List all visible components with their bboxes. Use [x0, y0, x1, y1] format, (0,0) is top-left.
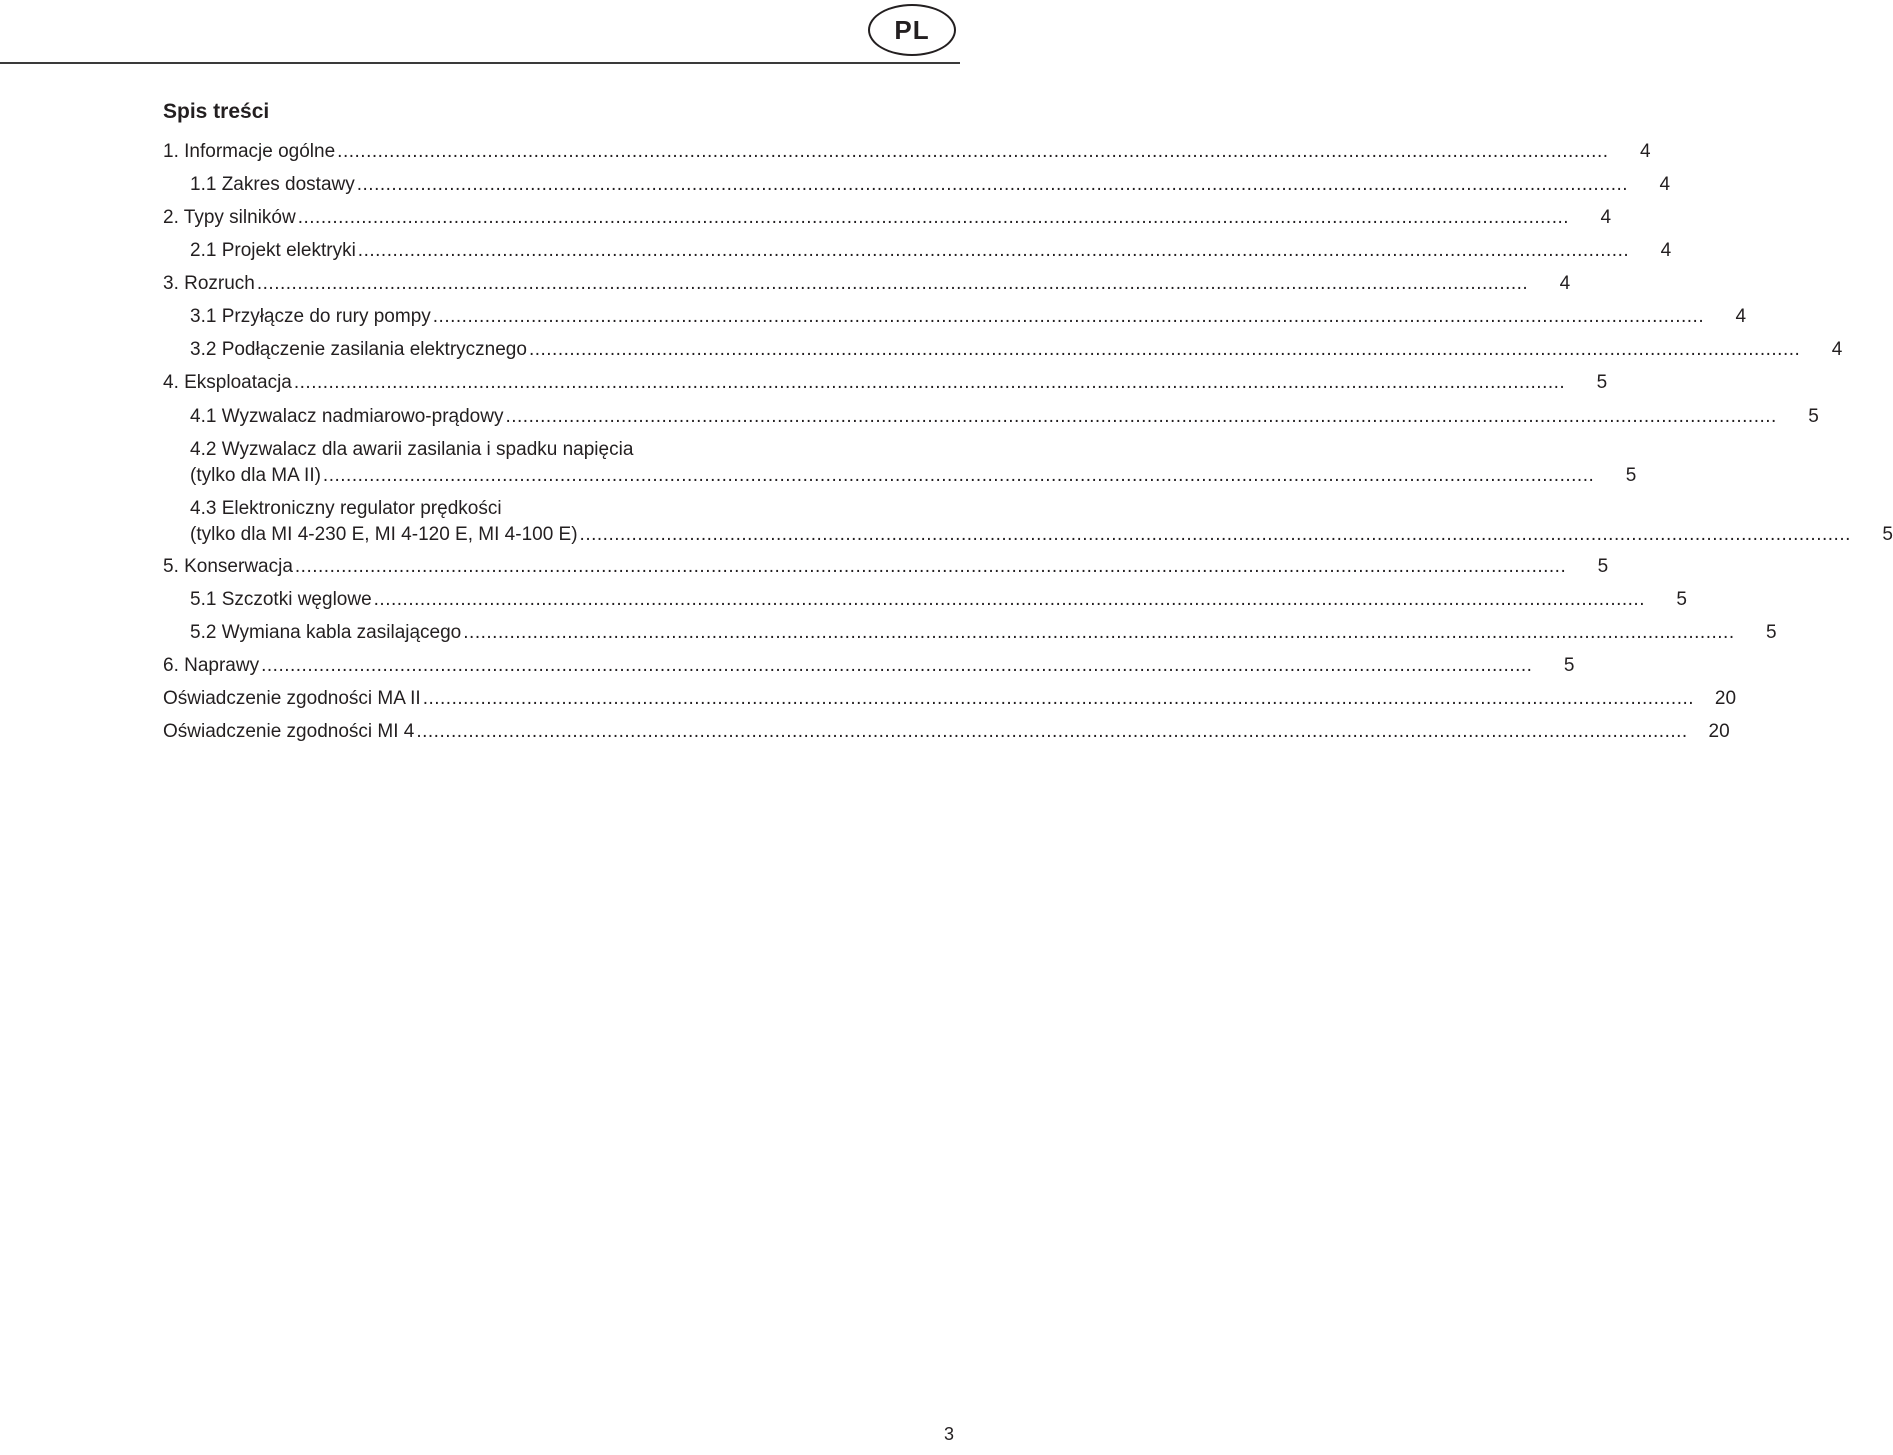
toc-entry-page: 5 [1882, 524, 1893, 545]
dot-leader: ............................................................................................................................................................................................................................ [579, 524, 1851, 545]
toc-entry-title: (tylko dla MI 4-230 E, MI 4-120 E, MI 4-100 E) [190, 524, 578, 545]
toc-entry-page: 4 [1660, 240, 1672, 261]
toc-entry[interactable] [163, 238, 1672, 264]
toc-entry-page: 5 [1625, 465, 1637, 486]
toc-entry-page: 20 [1708, 721, 1730, 742]
header-rule [0, 62, 960, 64]
dot-leader: ............................................................................................................................................................................................................................ [432, 306, 1705, 327]
toc-entry-title: 3.2 Podłączenie zasilania elektrycznego [190, 339, 527, 360]
page-number: 3 [943, 1424, 954, 1444]
dot-leader: ............................................................................................................................................................................................................................ [416, 721, 1688, 742]
toc-entry[interactable] [163, 271, 1571, 297]
toc-entry[interactable] [163, 719, 1730, 745]
toc-entry-page: 5 [1596, 372, 1608, 393]
dot-leader: ............................................................................................................................................................................................................................ [337, 141, 1609, 162]
dot-leader: ............................................................................................................................................................................................................................ [322, 465, 1595, 486]
toc-entry-title: (tylko dla MA II) [190, 465, 321, 486]
dot-leader: ............................................................................................................................................................................................................................ [357, 240, 1630, 261]
toc-entry-title: 5.1 Szczotki węglowe [190, 589, 372, 610]
dot-leader: ............................................................................................................................................................................................................................ [293, 372, 1566, 393]
dot-leader: ............................................................................................................................................................................................................................ [373, 589, 1645, 610]
toc-entry-title: Oświadczenie zgodności MI 4 [163, 721, 415, 742]
toc-entry-page: 4 [1831, 339, 1843, 360]
toc-entry-title: 3.1 Przyłącze do rury pompy [190, 306, 431, 327]
language-badge: PL [868, 4, 956, 56]
dot-leader: ............................................................................................................................................................................................................................ [297, 207, 1570, 228]
dot-leader: ............................................................................................................................................................................................................................ [422, 688, 1695, 709]
toc-entry-page: 4 [1639, 141, 1651, 162]
toc-entry[interactable] [163, 653, 1575, 679]
toc-entry-page: 5 [1766, 622, 1777, 643]
toc-entry-title-line1: 4.2 Wyzwalacz dla awarii zasilania i spadku napięcia [190, 439, 634, 460]
toc-entry-page: 5 [1563, 655, 1575, 676]
toc-entry[interactable] [163, 496, 1893, 548]
toc-entry-title: 5.2 Wymiana kabla zasilającego [190, 622, 462, 643]
dot-leader: ............................................................................................................................................................................................................................ [294, 556, 1567, 577]
toc-entry-title: 2.1 Projekt elektryki [190, 240, 356, 261]
dot-leader: ............................................................................................................................................................................................................................ [356, 174, 1629, 195]
toc-entry-title: 3. Rozruch [163, 273, 255, 294]
dot-leader: ............................................................................................................................................................................................................................ [528, 339, 1801, 360]
toc-entry-page: 4 [1600, 207, 1612, 228]
toc-entry[interactable] [163, 686, 1737, 712]
toc-entry-page: 5 [1808, 406, 1819, 427]
toc-entry-title: 1.1 Zakres dostawy [190, 174, 355, 195]
toc-entry[interactable] [163, 370, 1608, 396]
toc-entry-title: 4.1 Wyzwalacz nadmiarowo-prądowy [190, 406, 504, 427]
toc-entry-page: 5 [1676, 589, 1687, 610]
toc-entry[interactable] [163, 437, 1637, 489]
toc-entry-page: 4 [1659, 174, 1671, 195]
toc-entry[interactable] [163, 620, 1777, 646]
toc-entry-page: 5 [1597, 556, 1609, 577]
toc-entry[interactable] [163, 337, 1843, 363]
toc-entry-title: 1. Informacje ogólne [163, 141, 336, 162]
toc-entry-title: 4. Eksploatacja [163, 372, 292, 393]
toc-entry-page: 20 [1714, 688, 1737, 709]
toc-entry[interactable] [163, 587, 1687, 613]
toc-entry-title-line1: 4.3 Elektroniczny regulator prędkości [190, 498, 502, 519]
toc-entry[interactable] [163, 205, 1612, 231]
toc-entry-title: 6. Naprawy [163, 655, 260, 676]
toc-entry[interactable] [163, 139, 1651, 165]
toc-title: Spis treści [163, 100, 270, 123]
dot-leader: ............................................................................................................................................................................................................................ [505, 406, 1777, 427]
toc-entry-page: 4 [1559, 273, 1571, 294]
toc-entry[interactable] [163, 404, 1819, 430]
toc-entry[interactable] [163, 304, 1747, 330]
toc-entry-title: 2. Typy silników [163, 207, 296, 228]
toc-entry-title: Oświadczenie zgodności MA II [163, 688, 421, 709]
toc-entry[interactable] [163, 172, 1671, 198]
dot-leader: ............................................................................................................................................................................................................................ [256, 273, 1529, 294]
dot-leader: ............................................................................................................................................................................................................................ [261, 655, 1533, 676]
toc-entry-title: 5. Konserwacja [163, 556, 293, 577]
dot-leader: ............................................................................................................................................................................................................................ [463, 622, 1735, 643]
toc-entry-page: 4 [1735, 306, 1747, 327]
toc-entry[interactable] [163, 554, 1609, 580]
